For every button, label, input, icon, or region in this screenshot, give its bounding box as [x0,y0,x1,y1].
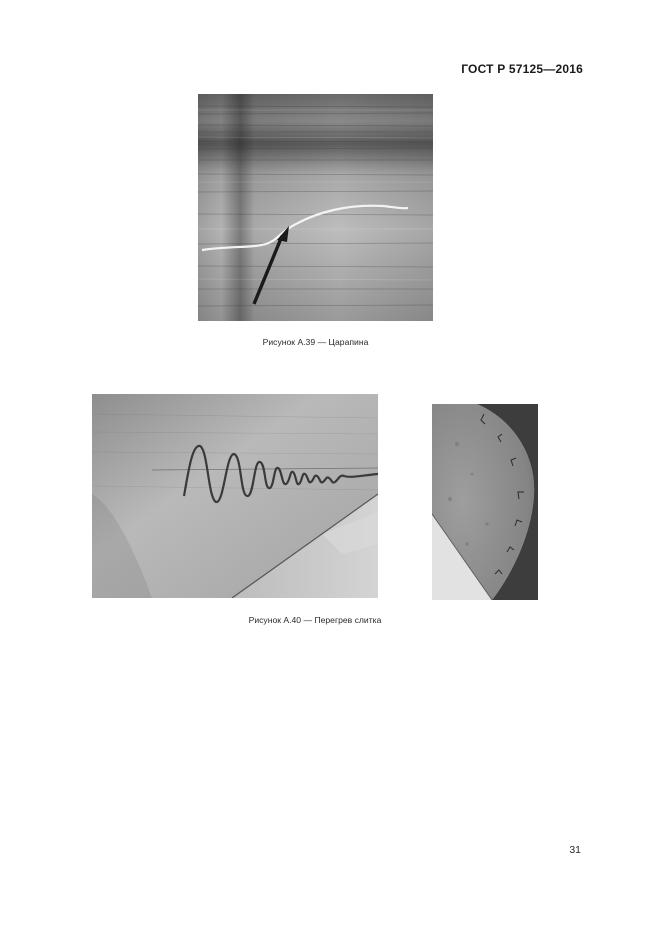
figure-caption-40: Рисунок А.40 — Перегрев слитка [248,615,382,625]
page-header-code: ГОСТ Р 57125—2016 [461,62,583,76]
ingot-section-photo [432,404,538,600]
ingot-surface-photo [92,394,378,598]
figure-caption-39: Рисунок А.39 — Царапина [262,337,369,347]
page-number: 31 [569,844,581,856]
scratch-photo [198,94,433,321]
